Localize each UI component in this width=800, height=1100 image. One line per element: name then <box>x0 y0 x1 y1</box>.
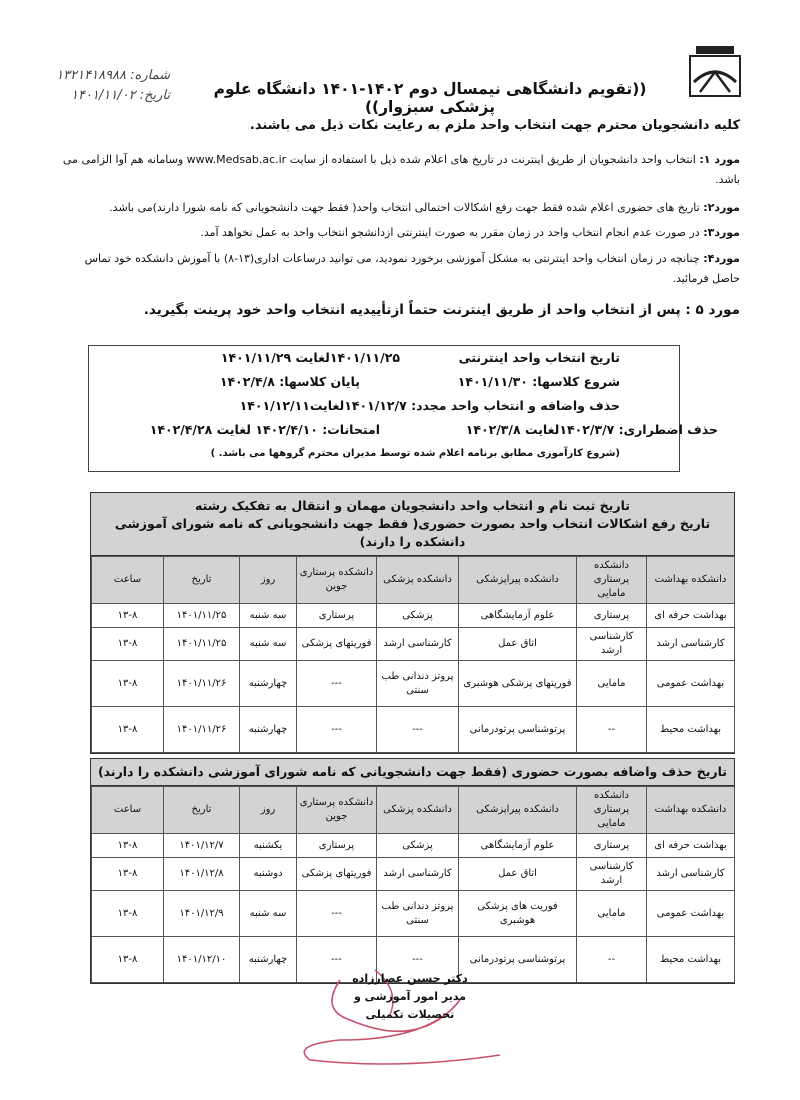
item-1: مورد ۱: انتخاب واحد دانشجویان از طریق اینترنت در تاریخ های اعلام شده ذیل با استفاده از سایت www.Medsab.ac.ir وسامانه هم آوا الزامی می باشد. <box>62 153 740 186</box>
table-cell: ۱۳-۸ <box>92 834 164 858</box>
table1-header: ساعت <box>92 557 164 604</box>
table-row <box>92 891 735 937</box>
table-cell: --- <box>297 661 377 707</box>
table-cell: علوم آزمایشگاهی <box>459 604 577 628</box>
table-cell: کارشناسی ارشد <box>377 858 459 891</box>
table-cell: بهداشت حرفه ای <box>647 604 735 628</box>
table1-header: دانشکده پرستاری جوین <box>297 557 377 604</box>
table-cell: بهداشت عمومی <box>647 661 735 707</box>
table-cell: کارشناسی ارشد <box>647 628 735 661</box>
table-cell: سه شنبه <box>240 628 297 661</box>
table2-title: تاریخ حذف واضافه بصورت حضوری (فقط جهت دانشجویانی که نامه شورای آموزشی دانشکده را دارند) <box>91 759 734 786</box>
table-cell: ۱۴۰۱/۱۱/۲۵ <box>164 604 240 628</box>
table1-header: دانشکده پرستاری مامایی <box>577 557 647 604</box>
intro-text: کلیه دانشجویان محترم جهت انتخاب واحد ملزم به رعایت نکات ذیل می باشند. <box>249 118 740 133</box>
table2-header: دانشکده پزشکی <box>377 787 459 834</box>
table2-header: دانشکده پرستاری مامایی <box>577 787 647 834</box>
table-cell: ۱۴۰۱/۱۲/۱۰ <box>164 937 240 983</box>
table-cell: کارشناسی ارشد <box>377 628 459 661</box>
table2-header: دانشکده پرستاری جوین <box>297 787 377 834</box>
table-cell: کارشناسی ارشد <box>577 628 647 661</box>
table-cell: ۱۴۰۱/۱۱/۲۶ <box>164 707 240 753</box>
table-cell: -- <box>577 707 647 753</box>
table-cell: -- <box>577 937 647 983</box>
table-cell: یکشنبه <box>240 834 297 858</box>
table1-header: دانشکده پیراپزشکی <box>459 557 577 604</box>
table-cell: فوریت های پزشکی هوشبری <box>459 891 577 937</box>
table-cell: سه شنبه <box>240 891 297 937</box>
table-cell: چهارشنبه <box>240 661 297 707</box>
table-cell: ۱۳-۸ <box>92 937 164 983</box>
online-label: تاریخ انتخاب واحد اینترنتی <box>458 350 620 365</box>
table-cell: پزشکی <box>377 604 459 628</box>
table2 <box>91 786 735 983</box>
table2-header: روز <box>240 787 297 834</box>
signatory-name: دکتر حسین عصارزاده <box>352 972 468 985</box>
table-cell: پروتز دندانی طب سنتی <box>377 661 459 707</box>
signature-block <box>330 970 490 1024</box>
table-cell: پرتوشناسی پرتودرمانی <box>459 707 577 753</box>
table-row <box>92 834 735 858</box>
table-cell: دوشنبه <box>240 858 297 891</box>
table-cell: چهارشنبه <box>240 937 297 983</box>
table1-header: دانشکده پزشکی <box>377 557 459 604</box>
table1 <box>91 556 735 753</box>
table-cell: پروتز دندانی طب سنتی <box>377 891 459 937</box>
table-cell: بهداشت حرفه ای <box>647 834 735 858</box>
table-cell: فوریتهای پزشکی <box>297 858 377 891</box>
table-cell: ۱۴۰۱/۱۲/۷ <box>164 834 240 858</box>
table2-header-row <box>92 787 735 834</box>
table1-title: تاریخ ثبت نام و انتخاب واحد دانشجویان مهمان و انتقال به تفکیک رشته تاریخ رفع اشکالات انتخاب واحد بصورت حضوری( فقط جهت دانشجویانی که نامه شورای آموزشی دانشکده را دارند) <box>91 493 734 556</box>
exams: امتحانات: ۱۴۰۲/۴/۱۰ لغایت ۱۴۰۲/۴/۲۸ <box>149 422 380 437</box>
table-cell: بهداشت محیط <box>647 707 735 753</box>
table-cell: پرتوشناسی پرتودرمانی <box>459 937 577 983</box>
table-cell: علوم آزمایشگاهی <box>459 834 577 858</box>
table-row <box>92 661 735 707</box>
university-logo <box>686 42 744 102</box>
table-cell: اتاق عمل <box>459 858 577 891</box>
table-cell: ۱۴۰۱/۱۱/۲۵ <box>164 628 240 661</box>
table-cell: مامایی <box>577 891 647 937</box>
table2-header: دانشکده پیراپزشکی <box>459 787 577 834</box>
table-cell: --- <box>297 891 377 937</box>
table1-header: تاریخ <box>164 557 240 604</box>
table-row <box>92 707 735 753</box>
table2-header: تاریخ <box>164 787 240 834</box>
table-cell: --- <box>297 937 377 983</box>
table-cell: ۱۳-۸ <box>92 661 164 707</box>
internship-note: (شروع کارآموزی مطابق برنامه اعلام شده توسط مدیران محترم گروهها می باشد. ) <box>210 448 620 459</box>
table-cell: ۱۴۰۱/۱۲/۹ <box>164 891 240 937</box>
table1-header: دانشکده بهداشت <box>647 557 735 604</box>
emergency-drop: حذف اضطراری: ۱۴۰۲/۳/۷لغایت ۱۴۰۲/۳/۸ <box>465 422 718 437</box>
table-cell: پرستاری <box>577 834 647 858</box>
table-cell: ۱۴۰۱/۱۲/۸ <box>164 858 240 891</box>
signatory-position: مدیر امور آموزشی و تحصیلات تکمیلی <box>353 990 467 1021</box>
table-row <box>92 604 735 628</box>
item-3: مورد۳: در صورت عدم انجام انتخاب واحد در زمان مقرر به صورت اینترنتی ازدانشجو انتخاب واحد به عمل نخواهد آمد. <box>200 226 740 239</box>
table-cell: ۱۳-۸ <box>92 891 164 937</box>
table-cell: پرستاری <box>297 604 377 628</box>
end-classes: پایان کلاسها: ۱۴۰۲/۴/۸ <box>219 374 360 389</box>
table-cell: بهداشت محیط <box>647 937 735 983</box>
table2-header: ساعت <box>92 787 164 834</box>
online-value: ۱۴۰۱/۱۱/۲۵لغایت ۱۴۰۱/۱۱/۲۹ <box>220 350 400 365</box>
table-cell: ۱۳-۸ <box>92 628 164 661</box>
table1-header-row <box>92 557 735 604</box>
item-2: مورد۲: تاریخ های حضوری اعلام شده فقط جهت رفع اشکالات احتمالی انتخاب واحد( فقط جهت دانشجویانی که نامه شورا دارند)می باشد. <box>109 201 740 214</box>
registration-stamp: شماره: ۱۳۲۱۴۱۸۹۸۸ تاریخ: ۱۴۰۱/۱۱/۰۲ <box>56 68 170 103</box>
table-cell: پرستاری <box>577 604 647 628</box>
table-cell: ۱۳-۸ <box>92 858 164 891</box>
table-row <box>92 628 735 661</box>
page-title: ((تقویم دانشگاهی نیمسال دوم ۱۴۰۲-۱۴۰۱ دانشگاه علوم پزشکی سبزوار)) <box>213 80 647 116</box>
item-4: مورد۴: چنانچه در زمان انتخاب واحد اینترنتی به مشکل آموزشی برخورد نمودید، می توانید درساعات اداری(۱۳-۸) با آموزش دانشکده خود تماس حاصل فرمائید. <box>84 252 740 285</box>
add-drop: حذف واضافه و انتخاب واحد مجدد: ۱۴۰۱/۱۲/۷لغایت۱۴۰۱/۱۲/۱۱ <box>239 398 620 413</box>
table-cell: اتاق عمل <box>459 628 577 661</box>
table-cell: ۱۴۰۱/۱۱/۲۶ <box>164 661 240 707</box>
table-cell: --- <box>377 937 459 983</box>
table-cell: پرستاری <box>297 834 377 858</box>
table-cell: کارشناسی ارشد <box>647 858 735 891</box>
table-cell: فوریتهای پزشکی هوشبری <box>459 661 577 707</box>
table-cell: مامایی <box>577 661 647 707</box>
table-cell: ۱۳-۸ <box>92 707 164 753</box>
table-cell: کارشناسی ارشد <box>577 858 647 891</box>
table2-section <box>90 758 735 984</box>
item-5: مورد ۵ : پس از انتخاب واحد از طریق اینترنت حتماً ازتأییدیه انتخاب واحد خود پرینت بگیرید. <box>143 302 740 318</box>
table2-header: دانشکده بهداشت <box>647 787 735 834</box>
start-classes: شروع کلاسها: ۱۴۰۱/۱۱/۳۰ <box>457 374 620 389</box>
table-cell: ۱۳-۸ <box>92 604 164 628</box>
table-cell: سه شنبه <box>240 604 297 628</box>
table-cell: پزشکی <box>377 834 459 858</box>
table1-header: روز <box>240 557 297 604</box>
table-cell: بهداشت عمومی <box>647 891 735 937</box>
table1-section <box>90 492 735 754</box>
table-cell: --- <box>297 707 377 753</box>
table-cell: چهارشنبه <box>240 707 297 753</box>
table-cell: فوریتهای پزشکی <box>297 628 377 661</box>
table-row <box>92 858 735 891</box>
table-cell: --- <box>377 707 459 753</box>
